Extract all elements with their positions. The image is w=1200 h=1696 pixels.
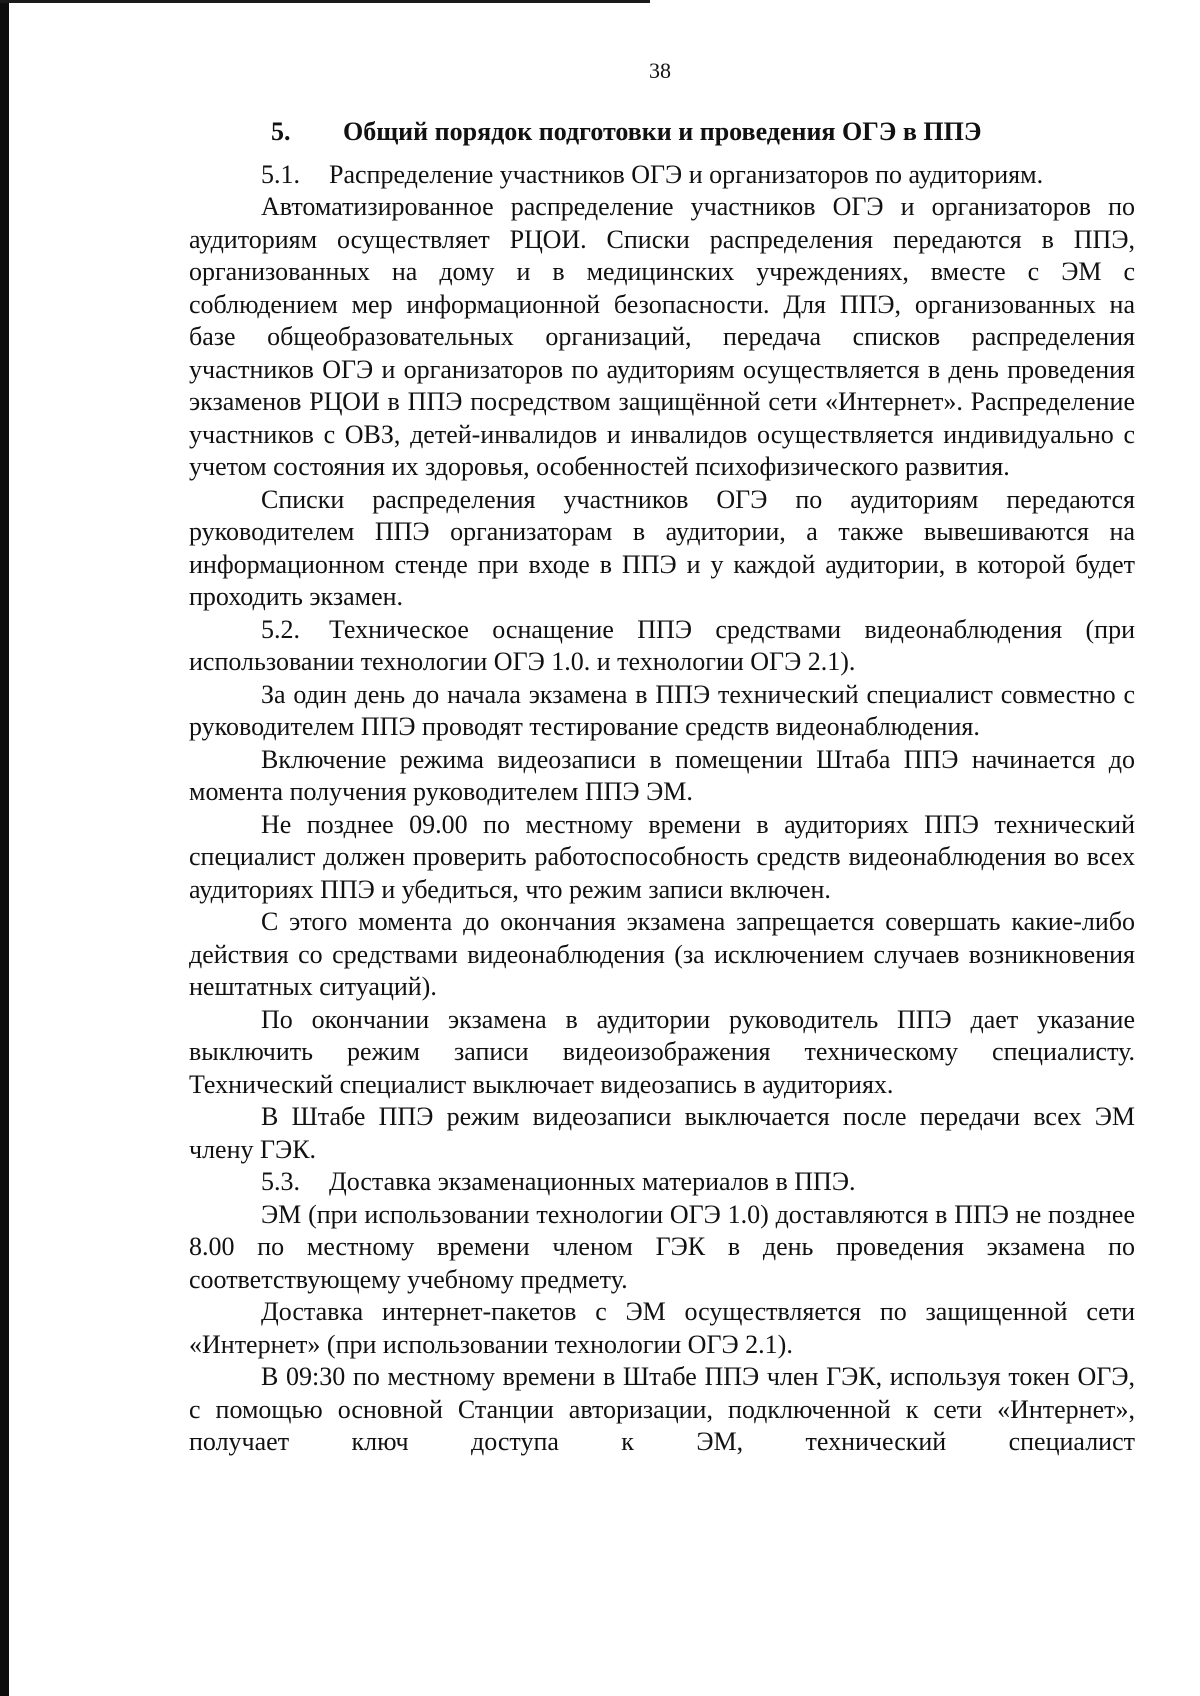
paragraph: ЭМ (при использовании технологии ОГЭ 1.0) доставляются в ППЭ не позднее 8.00 по местному времени членом ГЭК в день проведения экзамена по соответствующему учебному предмету. — [189, 1199, 1135, 1294]
subsection-number: 5.2. — [261, 614, 300, 644]
section-title: Общий порядок подготовки и проведения ОГЭ в ППЭ — [343, 117, 982, 146]
section-number: 5. — [271, 117, 291, 146]
paragraph: Включение режима видеозаписи в помещении Штаба ППЭ начинается до момента получения руководителем ППЭ ЭМ. — [189, 744, 1135, 806]
paragraph: В 09:30 по местному времени в Штабе ППЭ член ГЭК, используя токен ОГЭ, с помощью основной Станции авторизации, подключенной к сети «Интернет», получает ключ доступа к ЭМ, технический специалист — [189, 1362, 1135, 1456]
paragraph-text: Техническое оснащение ППЭ средствами видеонаблюдения (при использовании технологии ОГЭ 1.0. и технологии ОГЭ 2.1). — [189, 614, 1135, 676]
subsection-number: 5.1. — [261, 159, 300, 189]
paragraph: Доставка интернет-пакетов с ЭМ осуществляется по защищенной сети «Интернет» (при использовании технологии ОГЭ 2.1). — [189, 1297, 1135, 1359]
paragraph: Списки распределения участников ОГЭ по аудиториям передаются руководителем ППЭ организаторам в аудитории, а также вывешиваются на информационном стенде при входе в ППЭ и у каждой аудитории, в которой будет проходить экзамен. — [189, 484, 1135, 611]
paragraph: Автоматизированное распределение участников ОГЭ и организаторов по аудиториям осуществляет РЦОИ. Списки распределения передаются в ППЭ, организованных на дому и в медицинских учреждениях, вместе с ЭМ с соблюдением мер информационной безопасности. Для ППЭ, организованных на базе общеобразовательных организаций, передача списков распределения участников ОГЭ и организаторов по аудиториям осуществляется в день проведения экзаменов РЦОИ в ППЭ посредством защищённой сети «Интернет». Распределение участников с ОВЗ, детей-инвалидов и инвалидов осуществляется индивидуально с учетом состояния их здоровья, особенностей психофизического развития. — [189, 192, 1135, 481]
paragraph: С этого момента до окончания экзамена запрещается совершать какие-либо действия со средствами видеонаблюдения (за исключением случаев возникновения нештатных ситуаций). — [189, 907, 1135, 1001]
paragraph: В Штабе ППЭ режим видеозаписи выключается после передачи всех ЭМ члену ГЭК. — [189, 1102, 1135, 1164]
page-number: 38 — [649, 58, 671, 83]
paragraph-text: Распределение участников ОГЭ и организаторов по аудиториям. — [329, 159, 1044, 189]
paragraph: За один день до начала экзамена в ППЭ технический специалист совместно с руководителем ППЭ проводят тестирование средств видеонаблюдения. — [189, 679, 1135, 741]
subsection-number: 5.3. — [261, 1167, 300, 1196]
paragraph-5-1 — [189, 159, 1135, 192]
scan-edge-left — [0, 0, 9, 1696]
document-body — [189, 116, 1135, 1459]
paragraph: Не позднее 09.00 по местному времени в аудиториях ППЭ технический специалист должен проверить работоспособность средств видеонаблюдения во всех аудиториях ППЭ и убедиться, что режим записи включен. — [189, 809, 1135, 904]
paragraph: По окончании экзамена в аудитории руководитель ППЭ дает указание выключить режим записи видеоизображения техническому специалисту. Технический специалист выключает видеозапись в аудиториях. — [189, 1004, 1135, 1099]
paragraph-5-2 — [189, 614, 1135, 679]
scan-edge-top — [0, 0, 650, 3]
paragraph-text: Доставка экзаменационных материалов в ППЭ. — [329, 1167, 856, 1196]
paragraph-5-3 — [189, 1166, 1135, 1199]
section-heading — [189, 116, 1135, 149]
